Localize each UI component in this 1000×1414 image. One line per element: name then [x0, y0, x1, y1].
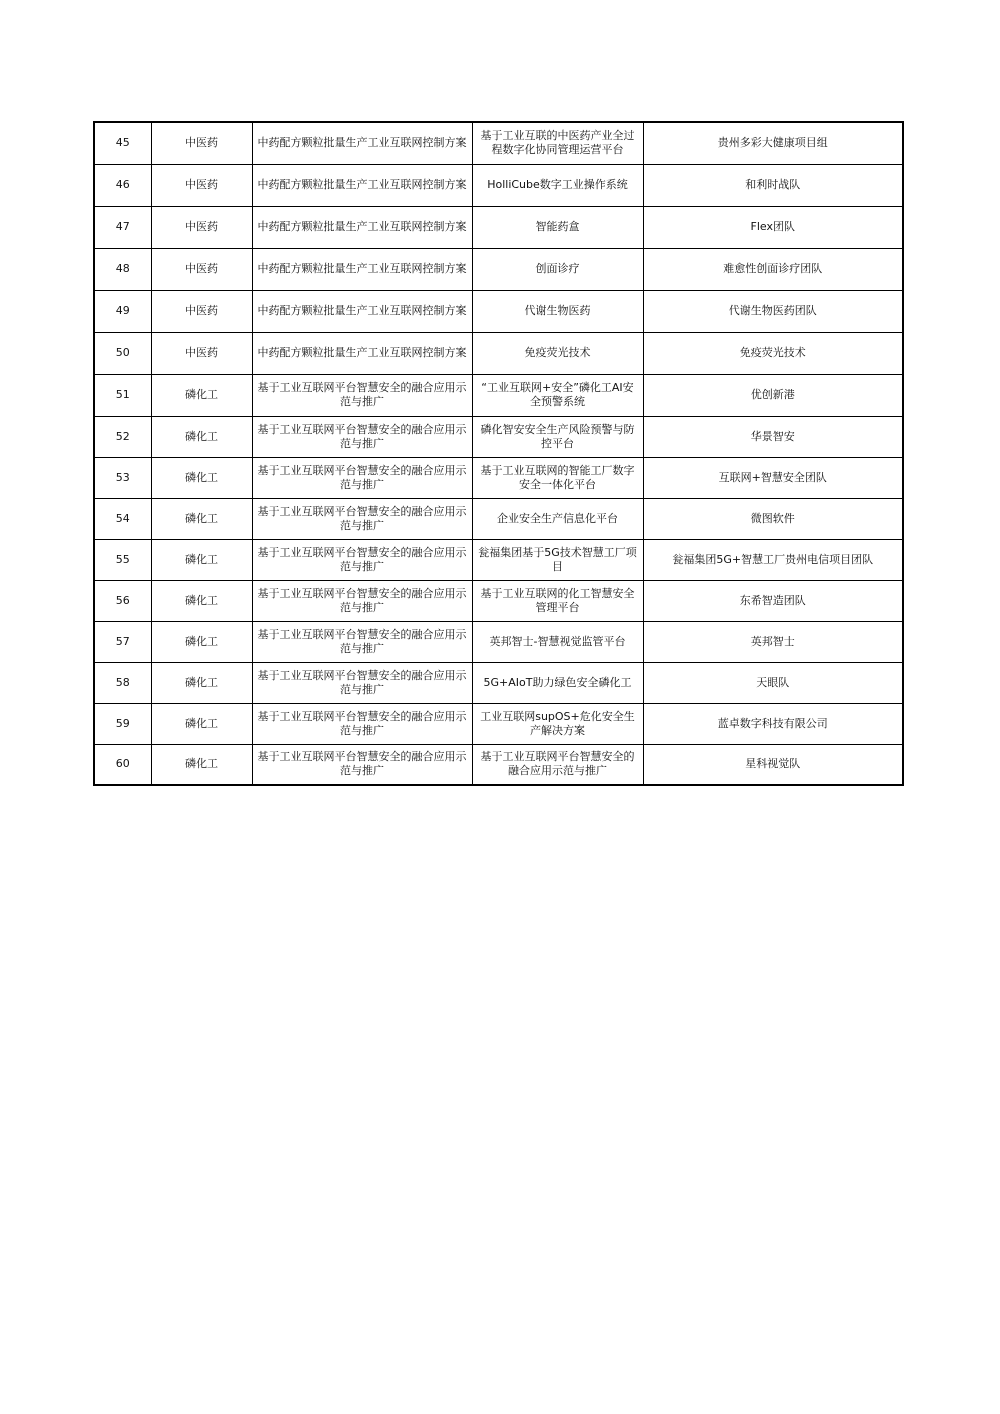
cell-team: 代谢生物医药团队: [643, 290, 903, 332]
cell-solution: 基于工业互联网平台智慧安全的融合应用示范与推广: [472, 744, 643, 785]
cell-number: 59: [94, 703, 151, 744]
table-row: [94, 703, 903, 744]
cell-solution: HolliCube数字工业操作系统: [472, 164, 643, 206]
cell-industry: 磷化工: [151, 580, 252, 621]
cell-requirement: 中药配方颗粒批量生产工业互联网控制方案: [252, 248, 472, 290]
cell-industry: 中医药: [151, 122, 252, 164]
cell-solution: 智能药盒: [472, 206, 643, 248]
cell-team: 东希智造团队: [643, 580, 903, 621]
cell-number: 48: [94, 248, 151, 290]
cell-industry: 中医药: [151, 290, 252, 332]
cell-number: 60: [94, 744, 151, 785]
cell-requirement: 基于工业互联网平台智慧安全的融合应用示范与推广: [252, 703, 472, 744]
cell-team: 互联网+智慧安全团队: [643, 457, 903, 498]
cell-industry: 磷化工: [151, 539, 252, 580]
cell-team: 英邦智士: [643, 621, 903, 662]
cell-team: 微图软件: [643, 498, 903, 539]
cell-number: 49: [94, 290, 151, 332]
table-row: [94, 374, 903, 416]
cell-requirement: 基于工业互联网平台智慧安全的融合应用示范与推广: [252, 580, 472, 621]
cell-team: 贵州多彩大健康项目组: [643, 122, 903, 164]
table-row: [94, 248, 903, 290]
cell-industry: 中医药: [151, 164, 252, 206]
cell-requirement: 中药配方颗粒批量生产工业互联网控制方案: [252, 122, 472, 164]
cell-number: 45: [94, 122, 151, 164]
table-row: [94, 416, 903, 457]
cell-team: 天眼队: [643, 662, 903, 703]
cell-requirement: 基于工业互联网平台智慧安全的融合应用示范与推广: [252, 416, 472, 457]
table-row: [94, 539, 903, 580]
cell-requirement: 基于工业互联网平台智慧安全的融合应用示范与推广: [252, 539, 472, 580]
cell-solution: 基于工业互联网的智能工厂数字安全一体化平台: [472, 457, 643, 498]
cell-solution: 代谢生物医药: [472, 290, 643, 332]
cell-team: 免疫荧光技术: [643, 332, 903, 374]
cell-number: 53: [94, 457, 151, 498]
cell-requirement: 中药配方颗粒批量生产工业互联网控制方案: [252, 206, 472, 248]
cell-industry: 磷化工: [151, 498, 252, 539]
table-row: [94, 332, 903, 374]
table-row: [94, 621, 903, 662]
cell-solution: 基于工业互联网的化工智慧安全管理平台: [472, 580, 643, 621]
cell-industry: 磷化工: [151, 621, 252, 662]
cell-team: 和利时战队: [643, 164, 903, 206]
cell-industry: 中医药: [151, 332, 252, 374]
cell-solution: 企业安全生产信息化平台: [472, 498, 643, 539]
cell-requirement: 基于工业互联网平台智慧安全的融合应用示范与推广: [252, 457, 472, 498]
cell-number: 57: [94, 621, 151, 662]
cell-industry: 磷化工: [151, 457, 252, 498]
table-body: [94, 122, 903, 785]
results-table: [93, 121, 904, 786]
cell-solution: 5G+AIoT助力绿色安全磷化工: [472, 662, 643, 703]
cell-industry: 磷化工: [151, 744, 252, 785]
cell-industry: 磷化工: [151, 662, 252, 703]
cell-requirement: 基于工业互联网平台智慧安全的融合应用示范与推广: [252, 621, 472, 662]
cell-solution: 磷化智安安全生产风险预警与防控平台: [472, 416, 643, 457]
cell-team: Flex团队: [643, 206, 903, 248]
cell-solution: 瓮福集团基于5G技术智慧工厂项目: [472, 539, 643, 580]
table-row: [94, 290, 903, 332]
cell-number: 52: [94, 416, 151, 457]
table-row: [94, 662, 903, 703]
cell-number: 46: [94, 164, 151, 206]
cell-number: 55: [94, 539, 151, 580]
table-row: [94, 164, 903, 206]
cell-solution: 基于工业互联的中医药产业全过程数字化协同管理运营平台: [472, 122, 643, 164]
table-row: [94, 122, 903, 164]
cell-number: 50: [94, 332, 151, 374]
cell-solution: 创面诊疗: [472, 248, 643, 290]
cell-number: 54: [94, 498, 151, 539]
cell-number: 58: [94, 662, 151, 703]
cell-industry: 磷化工: [151, 374, 252, 416]
cell-team: 蓝卓数字科技有限公司: [643, 703, 903, 744]
cell-industry: 磷化工: [151, 416, 252, 457]
cell-requirement: 基于工业互联网平台智慧安全的融合应用示范与推广: [252, 374, 472, 416]
cell-team: 难愈性创面诊疗团队: [643, 248, 903, 290]
table-row: [94, 744, 903, 785]
cell-requirement: 基于工业互联网平台智慧安全的融合应用示范与推广: [252, 662, 472, 703]
cell-number: 51: [94, 374, 151, 416]
table-row: [94, 206, 903, 248]
table-row: [94, 580, 903, 621]
table-row: [94, 498, 903, 539]
cell-industry: 中医药: [151, 206, 252, 248]
cell-solution: 工业互联网supOS+危化安全生产解决方案: [472, 703, 643, 744]
cell-requirement: 基于工业互联网平台智慧安全的融合应用示范与推广: [252, 498, 472, 539]
cell-team: 华景智安: [643, 416, 903, 457]
cell-requirement: 中药配方颗粒批量生产工业互联网控制方案: [252, 290, 472, 332]
cell-team: 星科视觉队: [643, 744, 903, 785]
table-row: [94, 457, 903, 498]
cell-industry: 磷化工: [151, 703, 252, 744]
cell-solution: 英邦智士-智慧视觉监管平台: [472, 621, 643, 662]
cell-number: 47: [94, 206, 151, 248]
cell-team: 瓮福集团5G+智慧工厂贵州电信项目团队: [643, 539, 903, 580]
cell-industry: 中医药: [151, 248, 252, 290]
cell-requirement: 基于工业互联网平台智慧安全的融合应用示范与推广: [252, 744, 472, 785]
cell-number: 56: [94, 580, 151, 621]
cell-solution: 免疫荧光技术: [472, 332, 643, 374]
cell-solution: “工业互联网+安全”磷化工AI安全预警系统: [472, 374, 643, 416]
cell-team: 优创新港: [643, 374, 903, 416]
cell-requirement: 中药配方颗粒批量生产工业互联网控制方案: [252, 164, 472, 206]
cell-requirement: 中药配方颗粒批量生产工业互联网控制方案: [252, 332, 472, 374]
